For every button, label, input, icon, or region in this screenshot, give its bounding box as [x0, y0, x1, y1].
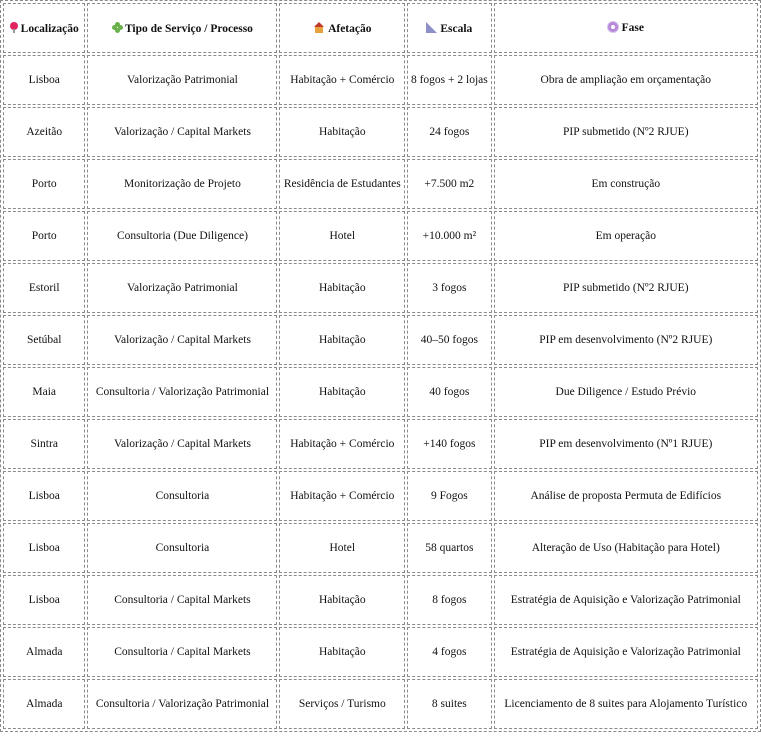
cell-afetacao: Habitação [279, 315, 405, 365]
header-escala [407, 3, 491, 53]
table-row [3, 263, 758, 313]
cell-tipo-servico: Consultoria [87, 471, 277, 521]
cell-localizacao: Lisboa [3, 575, 85, 625]
cell-escala: 9 Fogos [407, 471, 491, 521]
cell-afetacao: Habitação [279, 575, 405, 625]
cell-localizacao: Maia [3, 367, 85, 417]
header-fase [494, 3, 758, 53]
header-label: Tipo de Serviço / Processo [124, 22, 253, 35]
cell-afetacao: Habitação [279, 107, 405, 157]
header-label: Fase [621, 22, 644, 34]
cell-fase: Licenciamento de 8 suites para Alojamento Turístico [494, 679, 758, 729]
header-label: Escala [440, 22, 473, 35]
cell-fase: Estratégia de Aquisição e Valorização Patrimonial [494, 575, 758, 625]
ruler-icon [426, 22, 437, 33]
pin-icon [10, 22, 18, 33]
cell-escala: +10.000 m² [407, 211, 491, 261]
cell-afetacao: Habitação + Comércio [279, 471, 405, 521]
table-row [3, 159, 758, 209]
header-tipo-servico [87, 3, 277, 53]
cell-localizacao: Almada [3, 627, 85, 677]
cell-localizacao: Almada [3, 679, 85, 729]
gear-icon [608, 22, 618, 32]
cell-fase: Obra de ampliação em orçamentação [494, 55, 758, 105]
cell-fase: Em construção [494, 159, 758, 209]
house-icon [313, 22, 325, 33]
cell-fase: PIP em desenvolvimento (Nº1 RJUE) [494, 419, 758, 469]
cell-tipo-servico: Valorização / Capital Markets [87, 107, 277, 157]
cell-afetacao: Habitação [279, 627, 405, 677]
cell-escala: 8 fogos + 2 lojas [407, 55, 491, 105]
cell-escala: 40–50 fogos [407, 315, 491, 365]
cell-tipo-servico: Valorização / Capital Markets [87, 315, 277, 365]
cell-tipo-servico: Consultoria / Valorização Patrimonial [87, 679, 277, 729]
cell-tipo-servico: Consultoria / Capital Markets [87, 627, 277, 677]
cell-tipo-servico: Monitorização de Projeto [87, 159, 277, 209]
table-row [3, 627, 758, 677]
cell-afetacao: Habitação + Comércio [279, 419, 405, 469]
cell-escala: 3 fogos [407, 263, 491, 313]
cell-tipo-servico: Valorização Patrimonial [87, 263, 277, 313]
cell-fase: Due Diligence / Estudo Prévio [494, 367, 758, 417]
cell-escala: 58 quartos [407, 523, 491, 573]
cell-tipo-servico: Consultoria / Capital Markets [87, 575, 277, 625]
cell-fase: Alteração de Uso (Habitação para Hotel) [494, 523, 758, 573]
cell-localizacao: Porto [3, 211, 85, 261]
cell-escala: +140 fogos [407, 419, 491, 469]
table-row [3, 107, 758, 157]
cell-fase: Análise de proposta Permuta de Edifícios [494, 471, 758, 521]
table-row [3, 55, 758, 105]
table-row [3, 419, 758, 469]
header-localizacao [3, 3, 85, 53]
cell-localizacao: Estoril [3, 263, 85, 313]
cell-escala: +7.500 m2 [407, 159, 491, 209]
cell-afetacao: Habitação + Comércio [279, 55, 405, 105]
cell-localizacao: Lisboa [3, 471, 85, 521]
cell-afetacao: Hotel [279, 211, 405, 261]
table-row [3, 523, 758, 573]
cell-afetacao: Serviços / Turismo [279, 679, 405, 729]
cell-tipo-servico: Consultoria (Due Diligence) [87, 211, 277, 261]
cell-escala: 8 fogos [407, 575, 491, 625]
table-row [3, 575, 758, 625]
header-label: Localização [20, 22, 79, 35]
table-header [3, 3, 758, 53]
cell-fase: Em operação [494, 211, 758, 261]
clover-icon [112, 22, 123, 33]
table-row [3, 679, 758, 729]
header-row [3, 3, 758, 53]
table-row [3, 315, 758, 365]
cell-escala: 40 fogos [407, 367, 491, 417]
header-label: Afetação [328, 22, 372, 35]
cell-fase: Estratégia de Aquisição e Valorização Patrimonial [494, 627, 758, 677]
cell-afetacao: Habitação [279, 367, 405, 417]
header-afetacao [279, 3, 405, 53]
cell-escala: 8 suites [407, 679, 491, 729]
cell-fase: PIP submetido (Nº2 RJUE) [494, 263, 758, 313]
cell-afetacao: Residência de Estudantes [279, 159, 405, 209]
table-row [3, 471, 758, 521]
cell-localizacao: Sintra [3, 419, 85, 469]
cell-escala: 24 fogos [407, 107, 491, 157]
cell-escala: 4 fogos [407, 627, 491, 677]
cell-afetacao: Hotel [279, 523, 405, 573]
cell-afetacao: Habitação [279, 263, 405, 313]
cell-localizacao: Azeitão [3, 107, 85, 157]
cell-tipo-servico: Valorização Patrimonial [87, 55, 277, 105]
cell-localizacao: Lisboa [3, 55, 85, 105]
cell-fase: PIP em desenvolvimento (Nº2 RJUE) [494, 315, 758, 365]
cell-tipo-servico: Consultoria [87, 523, 277, 573]
cell-localizacao: Porto [3, 159, 85, 209]
cell-fase: PIP submetido (Nº2 RJUE) [494, 107, 758, 157]
table-row [3, 367, 758, 417]
cell-localizacao: Lisboa [3, 523, 85, 573]
table-row [3, 211, 758, 261]
cell-localizacao: Setúbal [3, 315, 85, 365]
cell-tipo-servico: Consultoria / Valorização Patrimonial [87, 367, 277, 417]
cell-tipo-servico: Valorização / Capital Markets [87, 419, 277, 469]
table-body [3, 55, 758, 729]
